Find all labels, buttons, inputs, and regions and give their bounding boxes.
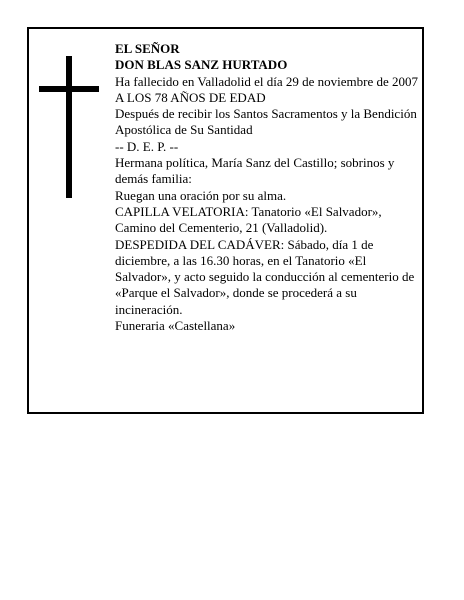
prayer-line: Ruegan una oración por su alma. [115, 187, 287, 203]
notice-text [115, 41, 420, 334]
death-date-line: Ha fallecido en Valladolid el día 29 de noviembre de 2007 [115, 73, 418, 89]
deceased-name: DON BLAS SANZ HURTADO [115, 57, 288, 73]
chapel-line: CAPILLA VELATORIA: Tanatorio «El Salvador», Camino del Cementerio, 21 (Valladolid). [115, 203, 382, 236]
heading-title: EL SEÑOR [115, 41, 180, 56]
rip-line: -- D. E. P. -- [115, 138, 179, 154]
family-line: Hermana política, María Sanz del Castillo; sobrinos y demás familia: [115, 155, 395, 187]
farewell-line: DESPEDIDA DEL CADÁVER: Sábado, día 1 de diciembre, a las 16.30 horas, en el Tanatorio «El Salvador», y acto seguido la conducción al cementerio de «Parque el Salvador», donde se procederá a su incineración. [115, 236, 415, 317]
age-line: A LOS 78 AÑOS DE EDAD [115, 89, 266, 105]
cross-horizontal-bar [39, 86, 99, 92]
sacraments-line: Después de recibir los Santos Sacramentos y la Bendición Apostólica de Su Santidad [115, 106, 417, 138]
cross-icon [39, 56, 99, 198]
obituary-notice [27, 27, 424, 414]
cross-vertical-bar [66, 56, 72, 198]
funeral-home-line: Funeraria «Castellana» [115, 318, 236, 334]
